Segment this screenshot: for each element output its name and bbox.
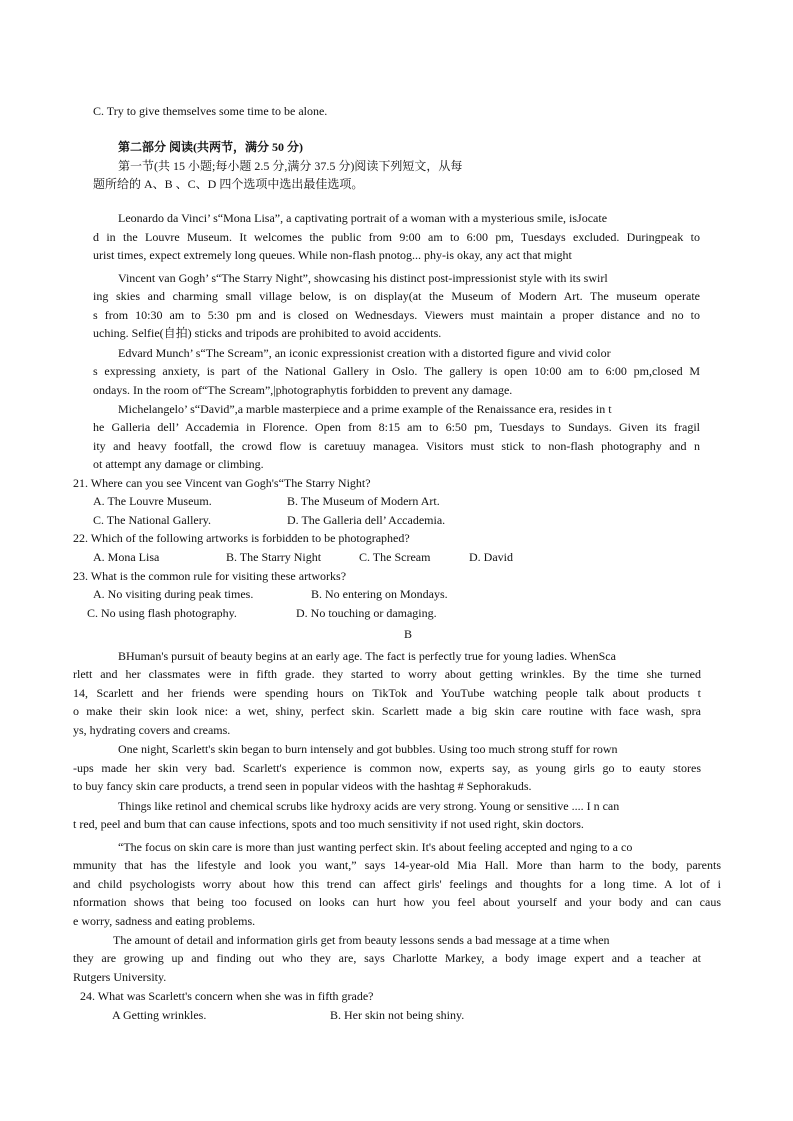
question-22-option-b: B. The Starry Night	[226, 550, 322, 564]
passage-b-p2-line: to buy fancy skin care products, a trend seen in popular videos with the hashtag # Sephorakuds.	[73, 779, 532, 793]
passage-a-p3-line: s expressing anxiety, is part of the National Gallery in Oslo. The gallery is open 10:00 am to 6:00 pm,closed M	[93, 364, 700, 378]
passage-a-p4-line: ity and heavy footfall, the crowd flow is caretuuy managea. Visitors must stick to non-flash photography and n	[93, 439, 700, 453]
passage-b-p4-line: nformation shows that being too focused on looks can hurt how you feel about yourself and your body and can caus	[73, 895, 721, 909]
passage-a-p1-line: urist times, expect extremely long queues. While non-flash pnotog... phy-is okay, any act that might	[93, 248, 572, 262]
passage-a-p4-line: Michelangelo’ s“David”,a marble masterpiece and a prime example of the Renaissance era, resides in t	[118, 402, 612, 416]
passage-b-p3-line: Things like retinol and chemical scrubs like hydroxy acids are very strong. Young or sensitive .... I n can	[118, 799, 620, 813]
question-24: 24. What was Scarlett's concern when she was in fifth grade?	[80, 989, 374, 1003]
question-23: 23. What is the common rule for visiting these artworks?	[73, 569, 347, 583]
passage-b-p1-line: 14, Scarlett and her friends were spending hours on TikTok and YouTube watching people talk about products t	[73, 686, 701, 700]
section1-instruction-line1: 第一节(共 15 小题;每小题 2.5 分,满分 37.5 分)阅读下列短文，从每	[118, 159, 463, 173]
passage-b-p1-line: rlett and her classmates were in fifth grade. they started to worry about getting wrinkles. By the time she turned	[73, 667, 701, 681]
passage-a-p1-line: Leonardo da Vinci’ s“Mona Lisa”, a captivating portrait of a woman with a mysterious smile, isJocate	[118, 211, 608, 225]
question-22: 22. Which of the following artworks is forbidden to be photographed?	[73, 531, 410, 545]
question-21-option-b: B. The Museum of Modern Art.	[287, 494, 440, 508]
question-23-option-b: B. No entering on Mondays.	[311, 587, 448, 601]
passage-b-label: B	[404, 627, 413, 641]
passage-b-p5-line: they are growing up and finding out who they are, says Charlotte Markey, a body image expert and a teacher at	[73, 951, 701, 965]
passage-a-p3-line: ondays. In the room of“The Scream”,|photographytis forbidden to prevent any damage.	[93, 383, 513, 397]
passage-b-p5-line: Rutgers University.	[73, 970, 167, 984]
passage-a-p1-line: d in the Louvre Museum. It welcomes the public from 9:00 am to 6:00 pm, Tuesdays excluded. Duringpeak to	[93, 230, 700, 244]
question-22-option-c: C. The Scream	[359, 550, 431, 564]
part2-heading: 第二部分 阅读(共两节，满分 50 分)	[118, 140, 303, 154]
passage-b-p2-line: -ups made her skin very bad. Scarlett's experience is common now, experts say, as young girls go to eauty stores	[73, 761, 701, 775]
question-21: 21. Where can you see Vincent van Gogh's“The Starry Night?	[73, 476, 371, 490]
passage-b-p3-line: t red, peel and bum that can cause infections, spots and too much sensitivity if not used right, skin doctors.	[73, 817, 584, 831]
passage-b-p4-line: e worry, sadness and eating problems.	[73, 914, 256, 928]
question-24-option-b: B. Her skin not being shiny.	[330, 1008, 465, 1022]
passage-a-p2-line: s from 10:30 am to 5:30 pm and is closed on Wednesdays. Viewers must maintain a proper distance and no to	[93, 308, 700, 322]
passage-a-p4-line: ot attempt any damage or climbing.	[93, 457, 264, 471]
passage-b-p4-line: mmunity that has the lifestyle and look you want,” says 14-year-old Mia Hall. More than harm to the body, parents	[73, 858, 721, 872]
passage-a-p3-line: Edvard Munch’ s“The Scream”, an iconic expressionist creation with a distorted figure and vivid color	[118, 346, 611, 360]
question-23-option-d: D. No touching or damaging.	[296, 606, 437, 620]
previous-option-c: C. Try to give themselves some time to be alone.	[93, 104, 328, 118]
question-23-option-a: A. No visiting during peak times.	[93, 587, 254, 601]
passage-b-p4-line: “The focus on skin care is more than just wanting perfect skin. It's about feeling accepted and nging to a co	[118, 840, 633, 854]
passage-b-p1-line: BHuman's pursuit of beauty begins at an early age. The fact is perfectly true for young ladies. WhenSca	[118, 649, 616, 663]
passage-b-p1-line: ys, hydrating covers and creams.	[73, 723, 231, 737]
passage-b-p1-line: o make their skin look nice: a wet, shiny, perfect skin. Scarlett made a big skin care routine with face wash, spra	[73, 704, 701, 718]
question-24-option-a: A Getting wrinkles.	[112, 1008, 207, 1022]
question-21-option-a: A. The Louvre Museum.	[93, 494, 212, 508]
question-21-option-d: D. The Galleria dell’ Accademia.	[287, 513, 446, 527]
passage-a-p4-line: he Galleria dell’ Accademia in Florence. Open from 8:15 am to 6:50 pm, Tuesdays to Sundays. Given its fragil	[93, 420, 700, 434]
question-22-option-a: A. Mona Lisa	[93, 550, 160, 564]
passage-b-p2-line: One night, Scarlett's skin began to burn intensely and got bubbles. Using too much strong stuff for rown	[118, 742, 618, 756]
passage-a-p2-line: uching. Selfie(自拍) sticks and tripods are prohibited to avoid accidents.	[93, 326, 442, 340]
question-22-option-d: D. David	[469, 550, 513, 564]
question-21-option-c: C. The National Gallery.	[93, 513, 211, 527]
passage-b-p5-line: The amount of detail and information girls get from beauty lessons sends a bad message at a time when	[113, 933, 610, 947]
question-23-option-c: C. No using flash photography.	[87, 606, 237, 620]
section1-instruction-line2: 题所给的 A、B 、C、D 四个选项中选出最佳选项。	[93, 177, 364, 191]
passage-b-p4-line: and child psychologists worry about how this trend can affect girls' feelings and thoughts for a long time. A lot of i	[73, 877, 721, 891]
passage-a-p2-line: ing skies and charming small village below, is on display(at the Museum of Modern Art. The museum operate	[93, 289, 700, 303]
passage-a-p2-line: Vincent van Gogh’ s“The Starry Night”, showcasing his distinct post-impressionist style with its swirl	[118, 271, 608, 285]
